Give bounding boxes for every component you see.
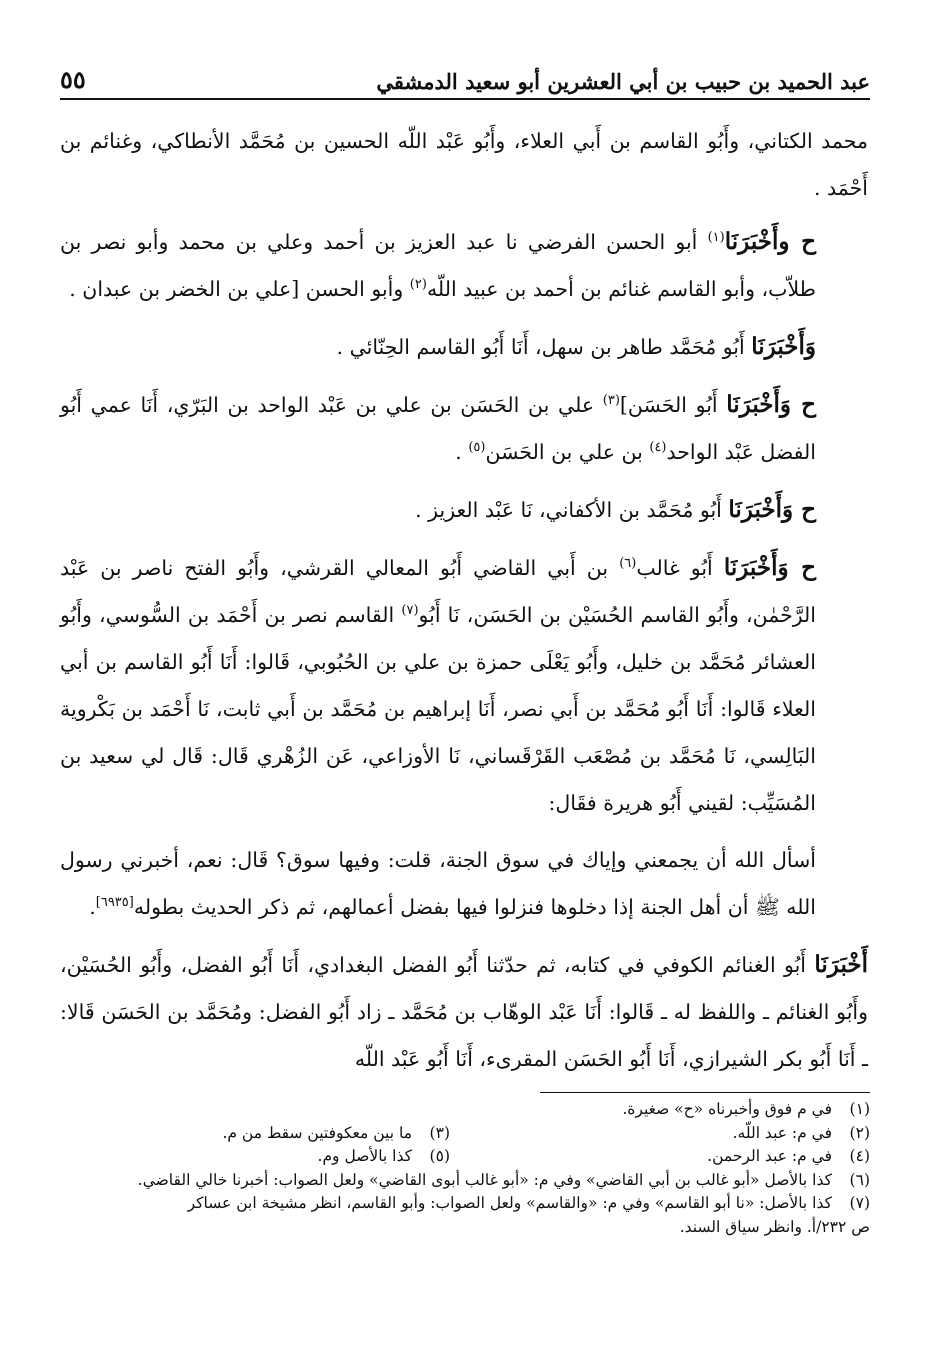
footnote-text: كذا بالأصل «أبو غالب بن أبي القاضي» وفي م: «أبو غالب أبوى القاضي» ولعل الصواب: أخبرنا خالي القاضي.	[137, 1170, 832, 1189]
hadith-number: [٦٩٣٥]	[95, 895, 134, 911]
paragraph-4-text-c: بن علي بن الحَسَن	[485, 440, 650, 464]
footnote-text: كذا بالأصل: «نا أبو القاسم» وفي م: «والقاسم» ولعل الصواب: وأبو القاسم، انظر مشيخة ابن عساكر	[187, 1194, 832, 1212]
footnote-ref-6: (٦)	[619, 556, 637, 572]
footnote-ref-1: (١)	[707, 230, 725, 246]
paragraph-3	[60, 323, 868, 371]
footnote-text: في م فوق وأخبرناه «ح» صغيرة.	[622, 1100, 832, 1118]
paragraph-6-text-c: القاسم نصر بن أَحْمَد بن السُّوسي، وأَبُو العشائر مُحَمَّد بن خليل، وأَبُو يَعْلَى حمزة بن علي بن الحُبُوبي، قَالوا: أَنَا أَبُو القاسم بن أبي العلاء قَالوا: أَنَا أَبُو مُحَمَّد بن أَبي نصر، أَنَا إبراهيم بن مُحَمَّد بن أَبي ثابت، نَا أَحْمَد بن بَكْروية البَالِسي، نَا مُحَمَّد بن مُصْعَب القَرْقَساني، نَا الأوزاعي، عَن الزُهْري قَال: قَال لي سعيد بن المُسَيِّب: لقيني أَبُو هريرة فقَال:	[60, 603, 816, 815]
footnote-5	[318, 1145, 450, 1169]
header-rule	[60, 98, 870, 100]
paragraph-2	[60, 218, 868, 313]
footnote-ref-4: (٤)	[649, 440, 667, 456]
paragraph-4-text-d: .	[455, 440, 469, 464]
footnote-text: كذا بالأصل وم.	[317, 1147, 412, 1165]
footnotes	[60, 1098, 870, 1239]
footnote-ref-7: (٧)	[401, 603, 419, 619]
footnote-number: (١)	[849, 1100, 870, 1118]
footnote-row	[60, 1145, 870, 1169]
footnote-4	[450, 1145, 870, 1169]
hadith-text-body: أسأل الله أن يجمعني وإياك في سوق الجنة، قلت: وفيها سوق؟ قَال: نعم، أخبرني رسول الله ﷺ أن أهل الجنة إذا دخلوها فنزلوا فيها بفضل أعمالهم، ثم ذكر الحديث بطوله	[60, 848, 816, 919]
footnote-number: (٤)	[849, 1147, 870, 1165]
footnote-ref-2: (٢)	[409, 277, 427, 293]
isnad-lead: وَأَخْبَرَنَا	[751, 333, 816, 360]
paragraph-5	[60, 486, 868, 534]
paragraph-8	[60, 941, 868, 1083]
paragraph-2-text-b: وأبو الحسن [علي بن الخضر بن عبدان .	[69, 277, 410, 301]
footnote-number: (٥)	[429, 1147, 450, 1165]
paragraph-5-text: أَبُو مُحَمَّد بن الأكفاني، نَا عَبْد العزيز .	[415, 498, 729, 522]
footnote-text: ص ٢٣٢/أ. وانظر سياق السند.	[679, 1217, 870, 1236]
footnote-7-continued	[60, 1216, 870, 1240]
footnote-number: (٦)	[849, 1170, 870, 1189]
paragraph-3-text: أَبُو مُحَمَّد طاهر بن سهل، أَنَا أَبُو القاسم الحِنّائي .	[336, 335, 752, 359]
isnad-lead: ح وَأَخْبَرَنَا	[728, 496, 816, 523]
footnote-number: (٧)	[849, 1194, 870, 1212]
hadith-text-end: .	[89, 895, 96, 919]
running-header	[60, 58, 870, 94]
footnote-text: في م: عبد الرحمن.	[707, 1147, 832, 1165]
footnote-1	[60, 1098, 870, 1122]
paragraph-4-text-b: علي بن الحَسَن بن علي بن عَبْد الواحد بن البَرّي، أَنَا عمي أَبُو الفضل عَبْد الواحد	[60, 393, 816, 464]
paragraph-8-text: أَبُو الغنائم الكوفي في كتابه، ثم حدّثنا أَبُو الفضل البغدادي، أَنَا أَبُو الفضل، وأَبُو الحُسَيْن، وأَبُو الغنائم ـ واللفظ له ـ قَالوا: أَنَا عَبْد الوهّاب بن مُحَمَّد ـ زاد أَبُو الفضل: ومُحَمَّد بن الحَسَن قَالا: ـ أَنَا أَبُو بكر الشيرازي، أَنَا أَبُو الحَسَن المقرىء، أَنَا أَبُو عَبْد اللّه	[60, 953, 868, 1071]
footnote-2	[450, 1122, 870, 1146]
paragraph-1-text: محمد الكتاني، وأَبُو القاسم بن أَبي العلاء، وأَبُو عَبْد اللّه الحسين بن مُحَمَّد الأنطاكي، وغنائم بن أَحْمَد .	[60, 129, 868, 200]
isnad-lead: ح وأَخْبَرَنَا	[724, 228, 817, 255]
footnote-3	[222, 1122, 450, 1146]
page-number: ٥٥	[60, 65, 86, 94]
isnad-lead: ح وَأَخْبَرَنَا	[723, 554, 816, 581]
footnote-number: (٣)	[429, 1123, 450, 1142]
paragraph-6	[60, 544, 868, 827]
paragraph-6-text-b: بن أَبي القاضي أَبُو المعالي القرشي، وأَبُو الفتح ناصر بن عَبْد الرَّحْمٰن، وأَبُو القاسم الحُسَيْن بن الحَسَن، نَا أَبُو	[60, 556, 817, 627]
paragraph-1	[60, 118, 868, 212]
paragraph-4	[60, 381, 868, 476]
footnote-6	[60, 1169, 870, 1193]
footnote-row	[60, 1122, 870, 1146]
footnote-7	[60, 1192, 870, 1216]
footnote-number: (٢)	[849, 1123, 870, 1142]
running-title: عبد الحميد بن حبيب بن أبي العشرين أبو سعيد الدمشقي	[376, 69, 870, 94]
footnote-ref-3: (٣)	[602, 393, 620, 409]
footnote-text: ما بين معكوفتين سقط من م.	[222, 1123, 412, 1142]
footnote-text: في م: عبد اللّه.	[732, 1123, 832, 1142]
footnote-rule	[540, 1092, 870, 1093]
main-text	[60, 118, 868, 1093]
isnad-lead: أَخْبَرَنَا	[814, 951, 868, 978]
footnote-ref-5: (٥)	[468, 440, 486, 456]
isnad-lead: ح وَأَخْبَرَنَا	[726, 391, 817, 418]
paragraph-2-text-a: أبو الحسن الفرضي نا عبد العزيز بن أحمد وعلي بن محمد وأبو نصر بن طلاّب، وأبو القاسم غنائم بن أحمد بن عبيد اللّه	[60, 230, 816, 301]
paragraph-6-text-a: أَبُو غالب	[636, 556, 724, 580]
paragraph-4-text-a: أَبُو الحَسَن]	[619, 393, 727, 417]
hadith-text	[60, 837, 868, 931]
